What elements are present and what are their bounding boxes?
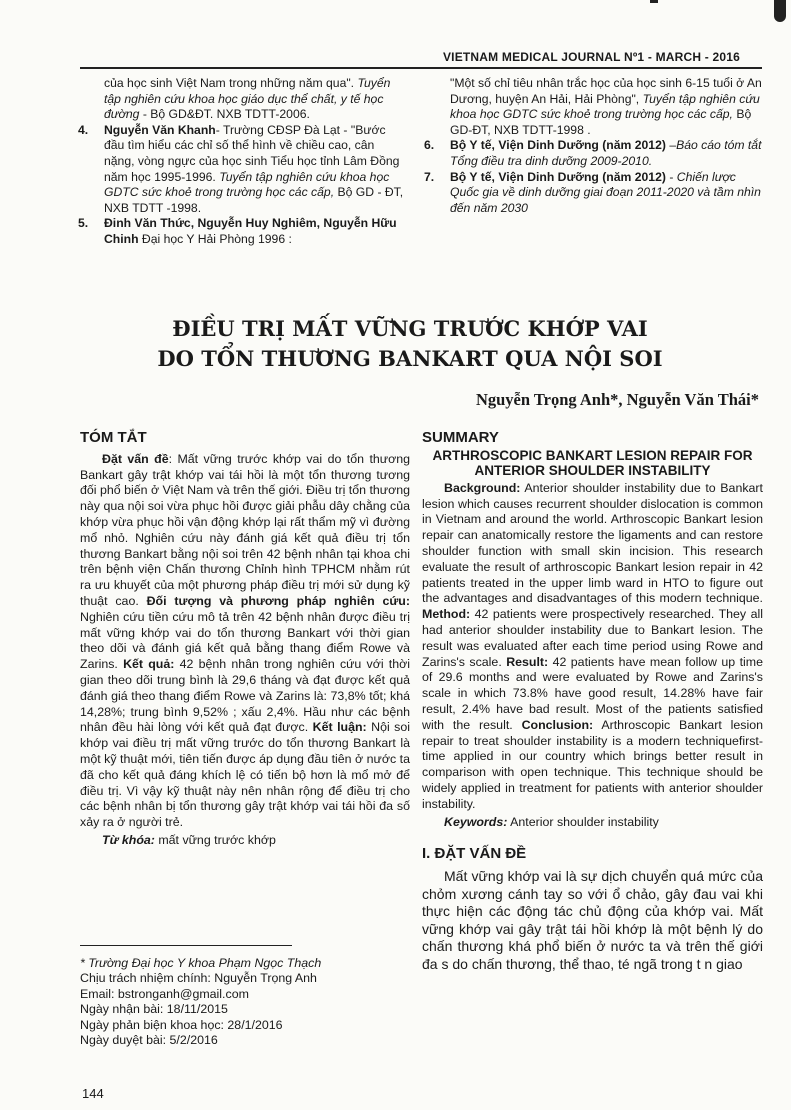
footnote-affiliation: * Trường Đại học Y khoa Phạm Ngọc Thạch xyxy=(80,956,322,970)
ref-number: 5. xyxy=(78,216,89,231)
ref-text: – xyxy=(665,138,677,153)
intro-heading: I. ĐẶT VẤN ĐỀ xyxy=(422,845,527,863)
footnote-received-date: Ngày nhận bài: 18/11/2015 xyxy=(80,1002,228,1017)
reference-item xyxy=(424,138,764,169)
article-title xyxy=(90,314,730,374)
text-methods: Nghiên cứu tiền cứu mô tả trên 42 bệnh nhân được điều trị mất vững khớp vai do tổn thương Bankart với thời gian theo dõi và đánh giá kết quả bằng thang điểm Rowe và Zarins. xyxy=(80,609,410,672)
keywords-text: mất vững trước khớp xyxy=(154,832,276,847)
reference-item xyxy=(78,76,408,123)
ref-author: Nguyễn Văn Khanh xyxy=(104,122,216,137)
ref-tail: Bộ GD-ĐT, NXB TDTT-1998 . xyxy=(450,107,752,137)
label-method: Method: xyxy=(422,607,471,622)
ref-italic: Chiến lược Quốc gia về dinh dưỡng giai đoạn 2011-2020 và tầm nhìn đến năm 2030 xyxy=(450,169,761,215)
ref-italic: Báo cáo tóm tắt Tổng điều tra dinh dưỡng 2009-2010. xyxy=(450,138,762,168)
references-right xyxy=(424,76,764,216)
abstract-paragraph xyxy=(80,452,410,831)
label-background: Đặt vấn đề xyxy=(102,451,169,466)
reference-item xyxy=(78,123,408,217)
reference-item xyxy=(78,216,408,247)
ref-author: Bộ Y tế, Viện Dinh Dưỡng (năm 2012) xyxy=(450,169,666,184)
abstract-english xyxy=(422,430,763,973)
label-background: Background: xyxy=(444,480,521,495)
references-left xyxy=(78,76,408,248)
ref-text: của học sinh Việt Nam trong những năm qua". xyxy=(104,76,355,90)
footnote-email: Email: bstronganh@gmail.com xyxy=(80,986,249,1001)
header-rule xyxy=(80,67,762,69)
ref-text: - Trường CĐSP Đà Lạt - "Bước đầu tìm hiểu các chỉ số thể hình về chiều cao, cân nặng, vòng ngực của học sinh Tiểu học tỉnh Lâm Đồng năm học 1995-1996. xyxy=(104,122,400,184)
keywords-label: Keywords: xyxy=(444,814,508,829)
scan-edge-mark xyxy=(774,0,786,22)
article-authors: Nguyễn Trọng Anh*, Nguyễn Văn Thái* xyxy=(475,390,759,409)
keywords-label: Từ khóa: xyxy=(102,832,155,847)
footnote xyxy=(80,956,321,1048)
running-header: VIETNAM MEDICAL JOURNAL Nº1 - MARCH - 2016 xyxy=(442,50,740,64)
title-line-1: ĐIỀU TRỊ MẤT VỮNG TRƯỚC KHỚP VAI xyxy=(172,316,648,341)
text-results: 42 bệnh nhân trong nghiên cứu với thời gian theo dõi trung bình là 29,6 tháng và đạt được kết quả đánh giá theo thang điểm Rowe và Zarins là: 73,8% tốt; khá 14,28%; trung bình 9,52% ; xấu 2,4%. Hầu như các bệnh nhân đều hài lòng với kết quả đạt được. xyxy=(80,657,410,735)
ref-number: 6. xyxy=(424,138,435,153)
ref-text: - xyxy=(665,169,674,184)
scan-edge-mark xyxy=(650,0,658,3)
ref-tail: - Bộ GD&ĐT. NXB TDTT-2006. xyxy=(139,107,310,122)
summary-heading: SUMMARY xyxy=(422,429,499,446)
keywords-vi xyxy=(80,833,410,849)
text-conclusion: Nội soi khớp vai điều trị mất vững trước do tổn thương Bankart là một kỹ thuật mới, tiên tiến được áp dụng đầu tiên ở nước ta đã cho kết quả đáng khích lệ có tiến bộ hơn là mổ mở để điều trị. Vì vậy kỹ thuật này nên nhân rộng để điều trị cho các bệnh nhân bị tổn thương gây trật khớp vai tái hồi đa số xảy ra ở người trẻ. xyxy=(80,720,410,830)
title-line-2: DO TỔN THƯƠNG BANKART QUA NỘI SOI xyxy=(157,346,663,371)
label-conclusion: Conclusion: xyxy=(521,717,594,732)
summary-title: ARTHROSCOPIC BANKART LESION REPAIR FOR ANTERIOR SHOULDER INSTABILITY xyxy=(432,447,753,479)
reference-item xyxy=(424,76,764,138)
keywords-text: Anterior shoulder instability xyxy=(507,814,659,829)
ref-author: Đinh Văn Thức, Nguyễn Huy Nghiêm, Nguyễn Hữu Chinh xyxy=(104,216,397,246)
footnote-responsible: Chịu trách nhiệm chính: Nguyễn Trọng Anh xyxy=(80,971,317,986)
page-number: 144 xyxy=(82,1086,104,1101)
text-conclusion: Arthroscopic Bankart lesion repair to treat shoulder instability is a modern techniquefirst-time applied in our country which brings better result in comparison with open technique. This technique should be widely applied in treatment for patients with anterior shoulder instability. xyxy=(422,717,763,811)
label-results: Kết quả: xyxy=(123,657,175,672)
text-background: : Mất vững trước khớp vai do tổn thương Bankart gây trật khớp vai tái hồi là một tổn thương tương đối phổ biến ở Việt Nam và trên thế giới. Điều trị tổn thương này qua nội soi vừa phục hồi được giải phẫu dây chằng của khớp vừa phục hồi vận động khớp lại rất thẩm mỹ vì đường mổ nhỏ. Nghiên cứu này đánh giá kết quả điều trị tổn thương Bankart bằng nội soi trên 42 bệnh nhân tại khoa chi trên bệnh viện Chấn thương Chỉnh hình TPHCM nhằm rút ra ưu khuyết của một phương pháp điều trị mới sử dụng kỹ thuật cao. xyxy=(80,451,410,608)
keywords-en xyxy=(422,815,763,831)
footnote-rule xyxy=(80,945,292,946)
ref-italic: Tuyển tập nghiên cứu khoa học giáo dục thể chất, y tế học đường xyxy=(104,76,391,122)
reference-item xyxy=(424,170,764,217)
ref-tail: Bộ GD - ĐT, NXB TDTT -1998. xyxy=(104,185,404,215)
footnote-review-date: Ngày phản biện khoa học: 28/1/2016 xyxy=(80,1017,283,1032)
footnote-accepted-date: Ngày duyệt bài: 5/2/2016 xyxy=(80,1033,218,1048)
label-result: Result: xyxy=(506,654,549,669)
intro-paragraph: Mất vững khớp vai là sự dịch chuyển quá mức của chỏm xương cánh tay so với ổ chảo, gây đau vai khi thực hiện các động tác chủ động của khớp vai. Mất vững khớp vai gây trật tái hồi khớp là một bệnh lý do chấn thương khá phổ biến ở nước ta và trên thế giới đa s do chấn thương, thể thao, té ngã trong t n giao xyxy=(422,868,763,972)
text-background: Anterior shoulder instability due to Bankart lesion which causes recurrent shoulder dislocation is common in Vietnam and around the world. Arthroscopic Bankart lesion repair can anatomically restore the ligaments and can restore shoulder function with small skin incision. This research evaluate the result of arthroscopic Bankart lesion repair in 42 patients treated in the upper limb ward in HTO to figure out the advantages and disadvantages of this modern technique. xyxy=(422,480,763,606)
ref-number: 4. xyxy=(78,122,89,137)
summary-paragraph xyxy=(422,481,763,813)
ref-italic: Tuyển tập nghiên cứu khoa học GDTC sức khoẻ trong trường học các cấp, xyxy=(104,169,390,200)
ref-italic: Tuyển tập nghiên cứu khoa học GDTC sức khoẻ trong trường học các cấp, xyxy=(450,91,760,122)
abstract-heading: TÓM TẮT xyxy=(80,429,147,446)
ref-number: 7. xyxy=(424,169,435,184)
label-conclusion: Kết luận: xyxy=(312,720,367,735)
abstract-vietnamese xyxy=(80,430,410,849)
ref-text: "Một số chỉ tiêu nhân trắc học của học sinh 6-15 tuổi ở An Dương, huyện An Hải, Hải Phòng", xyxy=(450,76,762,106)
text-result: 42 patients have mean follow up time of 29.6 months and were evaluated by Rowe and Zarins's scale in which 73.8% have good result, 14.28% have fair result, 2.4% have bad result. Most of the patients satisfied with the result. xyxy=(422,654,763,732)
ref-text: Đại học Y Hải Phòng 1996 : xyxy=(138,231,292,246)
ref-author: Bộ Y tế, Viện Dinh Dưỡng (năm 2012) xyxy=(450,138,666,153)
text-method: 42 patients were prospectively researched. They all had anterior shoulder instability due to Bankart lesion. The result was evaluated after each time period using Rowe and Zarins's scale. xyxy=(422,607,763,669)
label-methods: Đối tượng và phương pháp nghiên cứu: xyxy=(146,593,410,608)
